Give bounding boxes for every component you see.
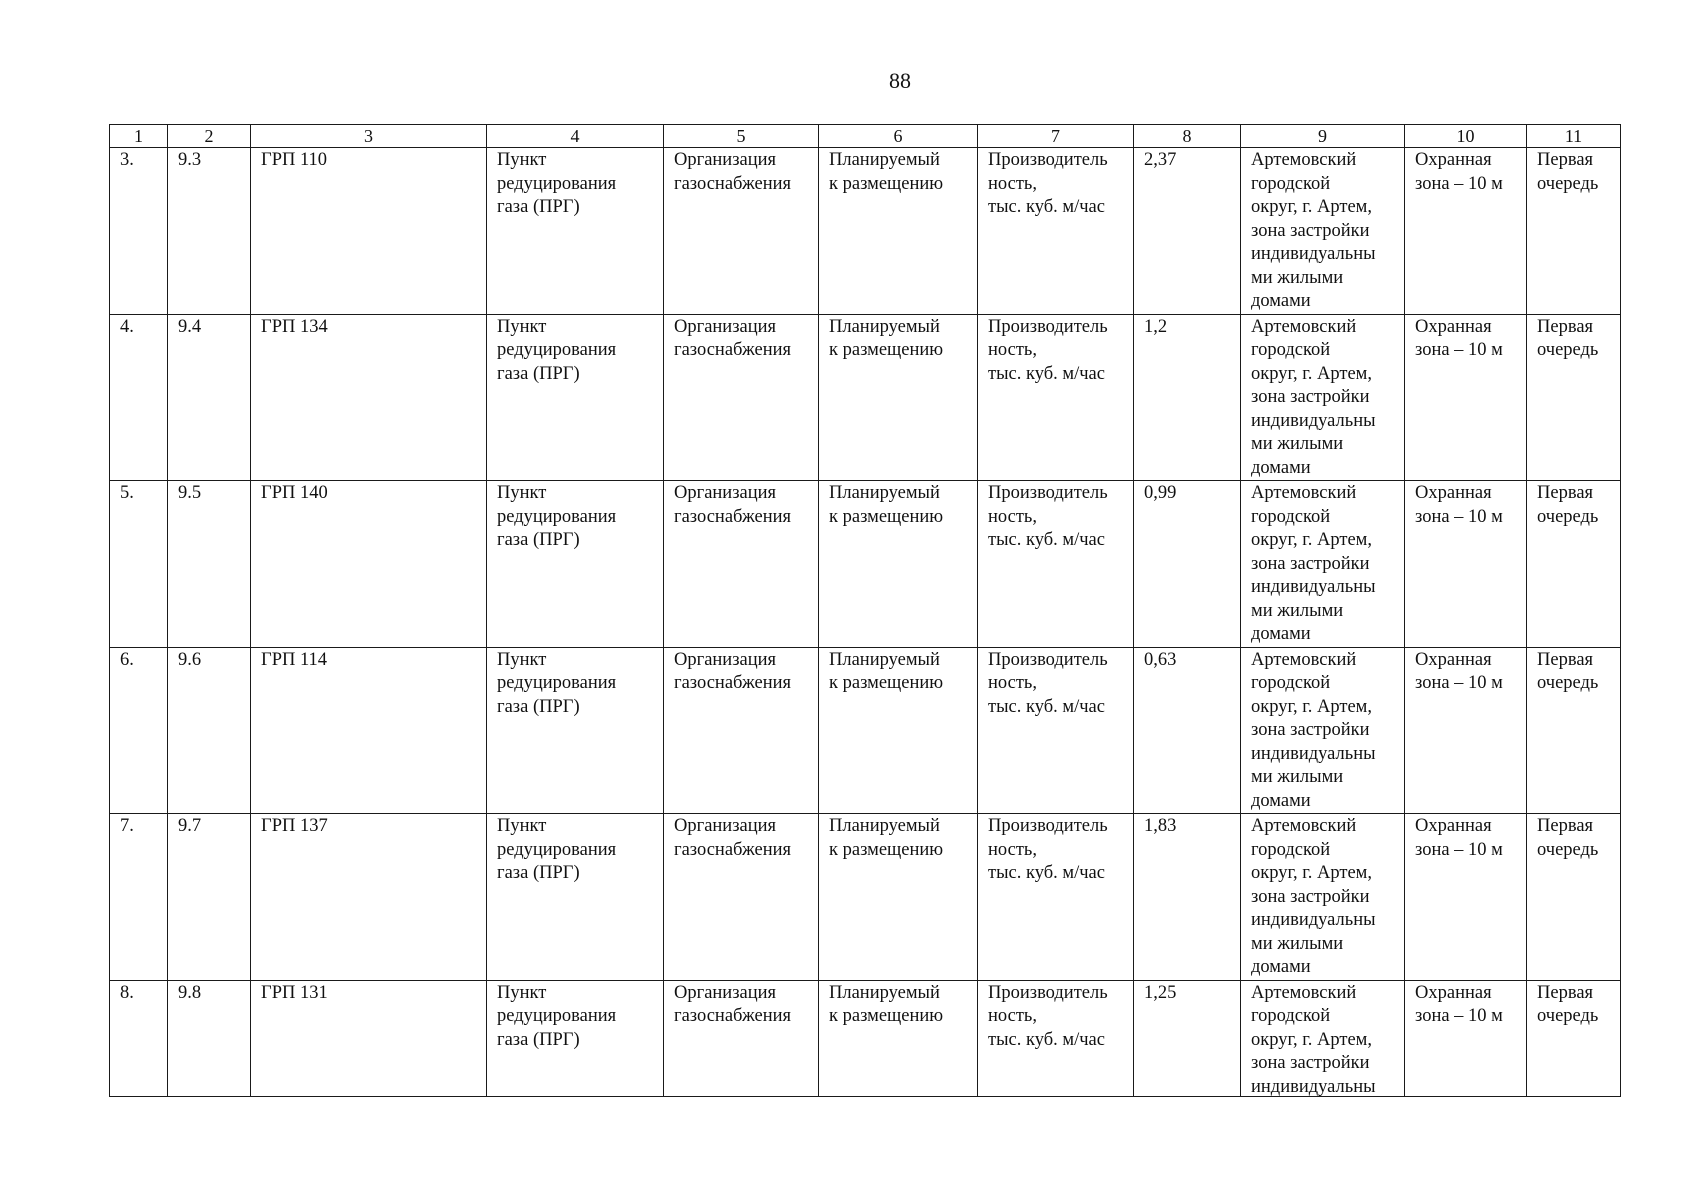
status-cell — [819, 148, 978, 315]
table-row — [110, 647, 1621, 814]
object-location: Артемовский городской округ, г. Артем, зона застройки индивидуальны ми жилыми домами — [1251, 150, 1376, 311]
object-location: Артемовский городской округ, г. Артем, зона застройки индивидуальны ми жилыми домами — [1251, 316, 1376, 478]
object-status: Планируемый к размещению — [829, 816, 944, 860]
row-number-cell — [110, 647, 168, 814]
object-code: 9.4 — [178, 316, 202, 337]
column-header: 8 — [1134, 125, 1241, 148]
column-header: 2 — [168, 125, 251, 148]
status-cell — [819, 814, 978, 981]
code-cell — [168, 148, 251, 315]
object-name: ГРП 137 — [261, 816, 328, 836]
object-value: 0,63 — [1144, 649, 1177, 670]
object-code: 9.6 — [178, 649, 202, 670]
type-cell — [487, 647, 664, 814]
object-purpose: Организация газоснабжения — [674, 649, 792, 693]
characteristic-cell — [978, 481, 1134, 648]
type-cell — [487, 814, 664, 981]
object-status: Планируемый к размещению — [829, 649, 944, 693]
status-cell — [819, 481, 978, 648]
protection-zone: Охранная зона – 10 м — [1415, 816, 1503, 860]
status-cell — [819, 647, 978, 814]
implementation-stage: Первая очередь — [1537, 150, 1599, 194]
row-number-cell — [110, 148, 168, 315]
object-value: 1,83 — [1144, 816, 1177, 836]
object-type: Пункт редуцирования газа (ПРГ) — [497, 316, 617, 384]
implementation-stage: Первая очередь — [1537, 483, 1599, 527]
column-number-row — [110, 125, 1621, 148]
stage-cell — [1527, 314, 1621, 481]
object-purpose: Организация газоснабжения — [674, 816, 792, 860]
implementation-stage: Первая очередь — [1537, 982, 1599, 1026]
location-cell — [1241, 814, 1405, 981]
characteristic-cell — [978, 314, 1134, 481]
code-cell — [168, 980, 251, 1096]
name-cell — [251, 647, 487, 814]
object-status: Планируемый к размещению — [829, 150, 944, 194]
object-characteristic: Производитель ность, тыс. куб. м/час — [988, 982, 1108, 1050]
value-cell — [1134, 647, 1241, 814]
table-header — [110, 125, 1621, 148]
zone-cell — [1405, 814, 1527, 981]
protection-zone: Охранная зона – 10 м — [1415, 982, 1503, 1026]
location-cell — [1241, 148, 1405, 315]
name-cell — [251, 314, 487, 481]
value-cell — [1134, 481, 1241, 648]
type-cell — [487, 314, 664, 481]
location-cell — [1241, 314, 1405, 481]
row-number: 6. — [120, 649, 134, 670]
stage-cell — [1527, 814, 1621, 981]
table-row — [110, 980, 1621, 1096]
object-type: Пункт редуцирования газа (ПРГ) — [497, 483, 617, 550]
protection-zone: Охранная зона – 10 м — [1415, 649, 1503, 693]
purpose-cell — [664, 647, 819, 814]
object-purpose: Организация газоснабжения — [674, 316, 792, 360]
zone-cell — [1405, 647, 1527, 814]
value-cell — [1134, 314, 1241, 481]
object-value: 2,37 — [1144, 150, 1177, 170]
object-location: Артемовский городской округ, г. Артем, зона застройки индивидуальны — [1251, 982, 1376, 1096]
row-number: 8. — [120, 982, 134, 1003]
object-status: Планируемый к размещению — [829, 316, 944, 360]
object-location: Артемовский городской округ, г. Артем, зона застройки индивидуальны ми жилыми домами — [1251, 816, 1376, 977]
object-type: Пункт редуцирования газа (ПРГ) — [497, 816, 617, 883]
location-cell — [1241, 481, 1405, 648]
object-characteristic: Производитель ность, тыс. куб. м/час — [988, 649, 1108, 717]
code-cell — [168, 814, 251, 981]
object-value: 1,2 — [1144, 316, 1168, 337]
name-cell — [251, 814, 487, 981]
type-cell — [487, 481, 664, 648]
implementation-stage: Первая очередь — [1537, 316, 1599, 360]
object-name: ГРП 131 — [261, 982, 328, 1003]
row-number-cell — [110, 314, 168, 481]
object-status: Планируемый к размещению — [829, 982, 944, 1026]
row-number: 4. — [120, 316, 134, 337]
row-number: 3. — [120, 150, 134, 170]
object-type: Пункт редуцирования газа (ПРГ) — [497, 649, 617, 717]
column-header: 7 — [978, 125, 1134, 148]
object-purpose: Организация газоснабжения — [674, 483, 792, 527]
value-cell — [1134, 980, 1241, 1096]
object-code: 9.7 — [178, 816, 202, 836]
object-type: Пункт редуцирования газа (ПРГ) — [497, 150, 617, 217]
characteristic-cell — [978, 814, 1134, 981]
table-body — [110, 148, 1621, 1097]
code-cell — [168, 481, 251, 648]
stage-cell — [1527, 481, 1621, 648]
row-number-cell — [110, 980, 168, 1096]
column-header: 9 — [1241, 125, 1405, 148]
row-number: 7. — [120, 816, 134, 836]
table-row — [110, 481, 1621, 648]
protection-zone: Охранная зона – 10 м — [1415, 316, 1503, 360]
stage-cell — [1527, 148, 1621, 315]
column-header: 10 — [1405, 125, 1527, 148]
characteristic-cell — [978, 647, 1134, 814]
object-code: 9.5 — [178, 483, 202, 503]
column-header: 3 — [251, 125, 487, 148]
name-cell — [251, 148, 487, 315]
table-row — [110, 314, 1621, 481]
object-status: Планируемый к размещению — [829, 483, 944, 527]
object-location: Артемовский городской округ, г. Артем, зона застройки индивидуальны ми жилыми домами — [1251, 649, 1376, 811]
stage-cell — [1527, 980, 1621, 1096]
location-cell — [1241, 980, 1405, 1096]
code-cell — [168, 647, 251, 814]
object-code: 9.3 — [178, 150, 202, 170]
code-cell — [168, 314, 251, 481]
object-characteristic: Производитель ность, тыс. куб. м/час — [988, 816, 1108, 883]
status-cell — [819, 980, 978, 1096]
column-header: 6 — [819, 125, 978, 148]
column-header: 1 — [110, 125, 168, 148]
purpose-cell — [664, 148, 819, 315]
implementation-stage: Первая очередь — [1537, 649, 1599, 693]
zone-cell — [1405, 314, 1527, 481]
zone-cell — [1405, 481, 1527, 648]
object-name: ГРП 140 — [261, 483, 328, 503]
object-type: Пункт редуцирования газа (ПРГ) — [497, 982, 617, 1050]
protection-zone: Охранная зона – 10 м — [1415, 150, 1503, 194]
object-name: ГРП 134 — [261, 316, 328, 337]
column-header: 11 — [1527, 125, 1621, 148]
name-cell — [251, 980, 487, 1096]
table-row — [110, 814, 1621, 981]
protection-zone: Охранная зона – 10 м — [1415, 483, 1503, 527]
object-value: 0,99 — [1144, 483, 1177, 503]
location-cell — [1241, 647, 1405, 814]
type-cell — [487, 148, 664, 315]
column-header: 4 — [487, 125, 664, 148]
row-number: 5. — [120, 483, 134, 503]
object-purpose: Организация газоснабжения — [674, 982, 792, 1026]
object-name: ГРП 114 — [261, 649, 328, 670]
table-row — [110, 148, 1621, 315]
object-characteristic: Производитель ность, тыс. куб. м/час — [988, 483, 1108, 550]
zone-cell — [1405, 148, 1527, 315]
purpose-cell — [664, 980, 819, 1096]
object-purpose: Организация газоснабжения — [674, 150, 792, 194]
row-number-cell — [110, 814, 168, 981]
purpose-cell — [664, 814, 819, 981]
purpose-cell — [664, 314, 819, 481]
object-location: Артемовский городской округ, г. Артем, зона застройки индивидуальны ми жилыми домами — [1251, 483, 1376, 644]
characteristic-cell — [978, 148, 1134, 315]
type-cell — [487, 980, 664, 1096]
facilities-table — [109, 124, 1621, 1097]
status-cell — [819, 314, 978, 481]
page-number: 88 — [889, 68, 911, 93]
name-cell — [251, 481, 487, 648]
zone-cell — [1405, 980, 1527, 1096]
value-cell — [1134, 814, 1241, 981]
object-name: ГРП 110 — [261, 150, 328, 170]
column-header: 5 — [664, 125, 819, 148]
object-code: 9.8 — [178, 982, 202, 1003]
characteristic-cell — [978, 980, 1134, 1096]
row-number-cell — [110, 481, 168, 648]
object-characteristic: Производитель ность, тыс. куб. м/час — [988, 316, 1108, 384]
purpose-cell — [664, 481, 819, 648]
implementation-stage: Первая очередь — [1537, 816, 1599, 860]
stage-cell — [1527, 647, 1621, 814]
object-value: 1,25 — [1144, 982, 1177, 1003]
value-cell — [1134, 148, 1241, 315]
object-characteristic: Производитель ность, тыс. куб. м/час — [988, 150, 1108, 217]
